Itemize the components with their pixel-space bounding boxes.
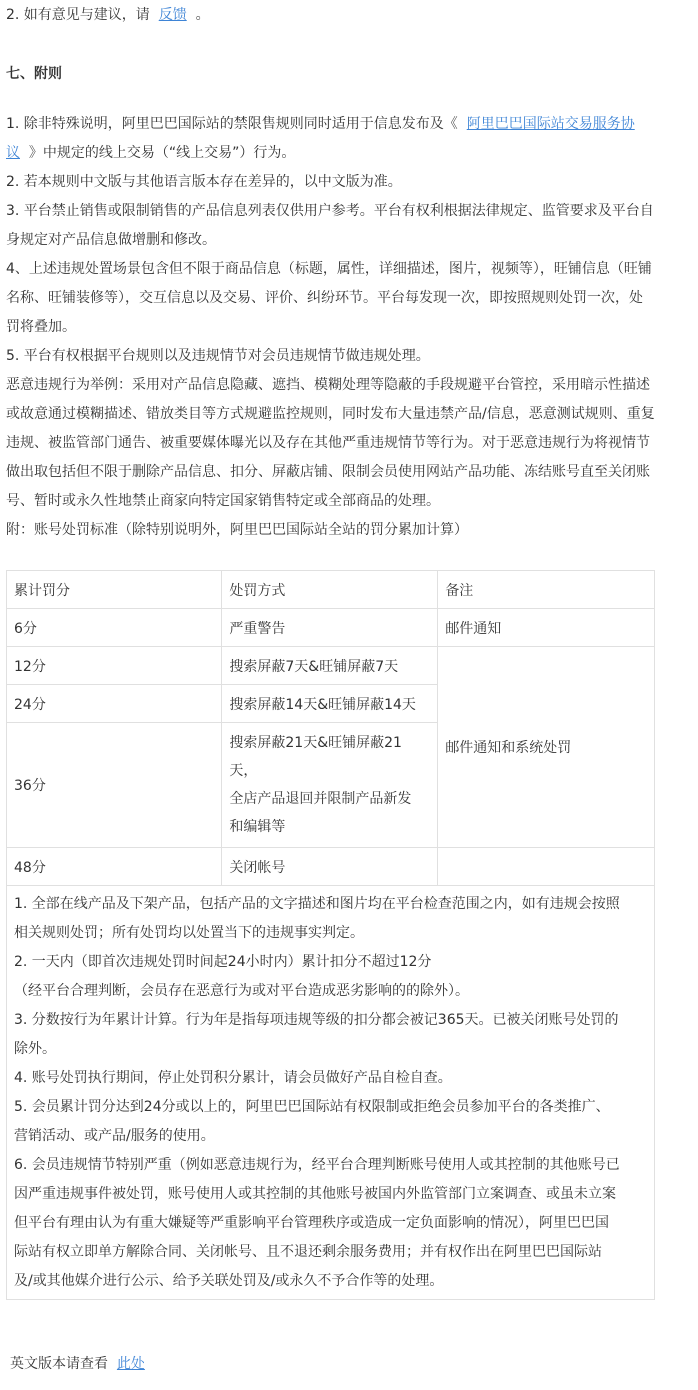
note-line: 5. 会员累计罚分达到24分或以上的，阿里巴巴国际站有权限制或拒绝会员参加平台的各类推广、 [14,1099,610,1115]
header-penalty: 处罚方式 [222,571,438,609]
merged-remark-cell: 邮件通知和系统处罚 [438,647,655,848]
note-line: 4. 账号处罚执行期间，停止处罚积分累计，请会员做好产品自检自查。 [14,1070,452,1086]
penalty-multiline: 搜索屏蔽21天&旺铺屏蔽21 天， 全店产品退回并限制产品新发 和编辑等 [222,723,438,848]
paragraph-3-line-2: 身规定对产品信息做增删和修改。 [6,232,216,248]
paragraph-1-line-1: 1. 除非特殊说明，阿里巴巴国际站的禁限售规则同时适用于信息发布及《 阿里巴巴国际站交易服务协 [6,116,635,132]
table-row: 48分 关闭帐号 [7,848,655,886]
trade-service-agreement-link-cont[interactable]: 议 [6,145,20,161]
trade-service-agreement-link[interactable]: 阿里巴巴国际站交易服务协 [466,116,635,132]
table-row: 6分 严重警告 邮件通知 [7,609,655,647]
table-row: 36分 搜索屏蔽21天&旺铺屏蔽21 天， 全店产品退回并限制产品新发 和编辑等 [7,723,655,848]
paragraph-6-line-5: 号、暂时或永久性地禁止商家向特定国家销售特定或全部商品的处理。 [6,493,440,509]
english-version-link[interactable]: 此处 [116,1356,145,1372]
table-header-row [7,571,655,609]
paragraph-1-line-2: 议 》中规定的线上交易（“线上交易”）行为。 [6,145,296,161]
paragraph-6-line-3: 违规、被监管部门通告、被重要媒体曝光以及存在其他严重违规情节等行为。对于恶意违规行为将视情节 [6,435,650,451]
note-line: 营销活动、或产品/服务的使用。 [14,1128,215,1144]
paragraph-4-line-1: 4、上述违规处置场景包含但不限于商品信息（标题，属性，详细描述，图片，视频等），旺铺信息（旺铺 [6,261,652,277]
header-score: 累计罚分 [7,571,222,609]
paragraph-7: 附：账号处罚标准（除特别说明外，阿里巴巴国际站全站的罚分累加计算） [6,522,468,538]
note-line: 因严重违规事件被处罚，账号使用人或其控制的其他账号被国内外监管部门立案调查、或虽未立案 [14,1186,616,1202]
note-line: 3. 分数按行为年累计计算。行为年是指每项违规等级的扣分都会被记365天。已被关闭账号处罚的 [14,1012,619,1028]
paragraph-2: 2. 若本规则中文版与其他语言版本存在差异的，以中文版为准。 [6,174,402,190]
table-row: 12分 搜索屏蔽7天&旺铺屏蔽7天 邮件通知和系统处罚 [7,647,655,685]
paragraph-4-line-2: 名称、旺铺装修等），交互信息以及交易、评价、纠纷环节。平台每发现一次，即按照规则处罚一次，处 [6,290,643,306]
note-line: 及/或其他媒介进行公示、给予关联处罚及/或永久不予合作等的处理。 [14,1273,444,1289]
table-row: 24分 搜索屏蔽14天&旺铺屏蔽14天 [7,685,655,723]
paragraph-3-line-1: 3. 平台禁止销售或限制销售的产品信息列表仅供用户参考。平台有权利根据法律规定、监管要求及平台自 [6,203,654,219]
note-line: 1. 全部在线产品及下架产品，包括产品的文字描述和图片均在平台检查范围之内，如有违规会按照 [14,896,620,912]
header-remark: 备注 [438,571,655,609]
paragraph-6-line-2: 或故意通过模糊描述、错放类目等方式规避监控规则，同时发布大量违禁产品/信息，恶意测试规则、重复 [6,406,655,422]
note-line: 但平台有理由认为有重大嫌疑等严重影响平台管理秩序或造成一定负面影响的情况），阿里巴巴国 [14,1215,609,1231]
note-line: 除外。 [14,1041,56,1057]
paragraph-4-line-3: 罚将叠加。 [6,319,76,335]
paragraph-6-line-1: 恶意违规行为举例：采用对产品信息隐藏、遮挡、模糊处理等隐蔽的手段规避平台管控，采用暗示性描述 [6,377,650,393]
paragraph-6-line-4: 做出取包括但不限于删除产品信息、扣分、屏蔽店铺、限制会员使用网站产品功能、冻结账号直至关闭账 [6,464,650,480]
note-line: 6. 会员违规情节特别严重（例如恶意违规行为，经平台合理判断账号使用人或其控制的其他账号已 [14,1157,620,1173]
paragraph-5: 5. 平台有权根据平台规则以及违规情节对会员违规情节做违规处理。 [6,348,430,364]
note-line: 相关规则处罚；所有处罚均以处置当下的违规事实判定。 [14,925,364,941]
table-notes-row [7,886,655,1300]
feedback-line: 2. 如有意见与建议，请 反馈 。 [6,7,210,23]
feedback-link[interactable]: 反馈 [158,7,187,23]
section-title: 七、附则 [6,66,62,82]
note-line: 2. 一天内（即首次违规处罚时间起24小时内）累计扣分不超过12分 [14,954,432,970]
english-version-line: 英文版本请查看 此处 [10,1356,145,1372]
note-line: 际站有权立即单方解除合同、关闭帐号、且不退还剩余服务费用；并有权作出在阿里巴巴国际站 [14,1244,602,1260]
note-line: （经平台合理判断，会员存在恶意行为或对平台造成恶劣影响的的除外）。 [14,983,469,999]
